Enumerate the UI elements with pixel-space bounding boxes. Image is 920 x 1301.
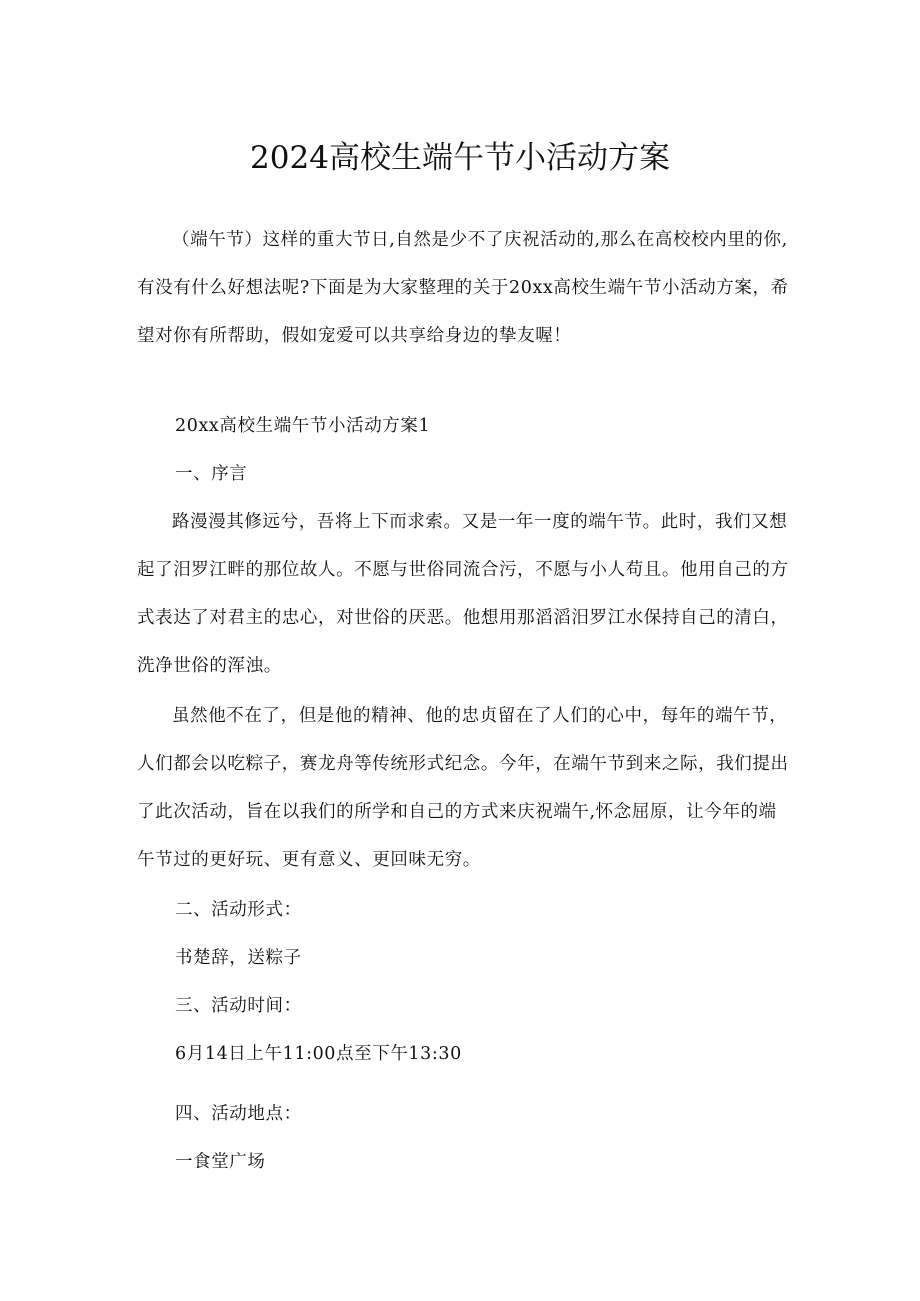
part1-paragraph-1: 路漫漫其修远兮，吾将上下而求索。又是一年一度的端午节。此时，我们又想起了汨罗江畔的那位故人。不愿与世俗同流合污，不愿与小人苟且。他用自己的方式表达了对君主的忠心，对世俗的厌恶。他想用那滔滔汨罗江水保持自己的清白，洗净世俗的浑浊。	[137, 512, 789, 676]
part3-heading: 三、活动时间：	[175, 996, 302, 1016]
document-title: 2024高校生端午节小活动方案	[250, 140, 670, 176]
part1-paragraph-2: 虽然他不在了，但是他的精神、他的忠贞留在了人们的心中，每年的端午节，人们都会以吃粽子，赛龙舟等传统形式纪念。今年，在端午节到来之际，我们提出了此次活动，旨在以我们的所学和自己的方式来庆祝端午,怀念屈原，让今年的端午节过的更好玩、更有意义、更回味无穷。	[137, 706, 789, 870]
section-heading: 20xx高校生端午节小活动方案1	[175, 416, 431, 436]
part2-heading: 二、活动形式：	[175, 900, 302, 920]
intro-paragraph: （端午节）这样的重大节日,自然是少不了庆祝活动的,那么在高校校内里的你,有没有什么好想法呢?下面是为大家整理的关于20xx高校生端午节小活动方案，希望对你有所帮助，假如宠爱可以共享给身边的挚友喔！	[137, 230, 789, 346]
part3-body: 6月14日上午11:00点至下午13:30	[175, 1044, 462, 1064]
part1-heading: 一、序言	[175, 464, 248, 484]
part4-heading: 四、活动地点：	[175, 1104, 302, 1124]
part2-body: 书楚辞，送粽子	[175, 948, 302, 968]
part4-body: 一食堂广场	[175, 1152, 266, 1172]
